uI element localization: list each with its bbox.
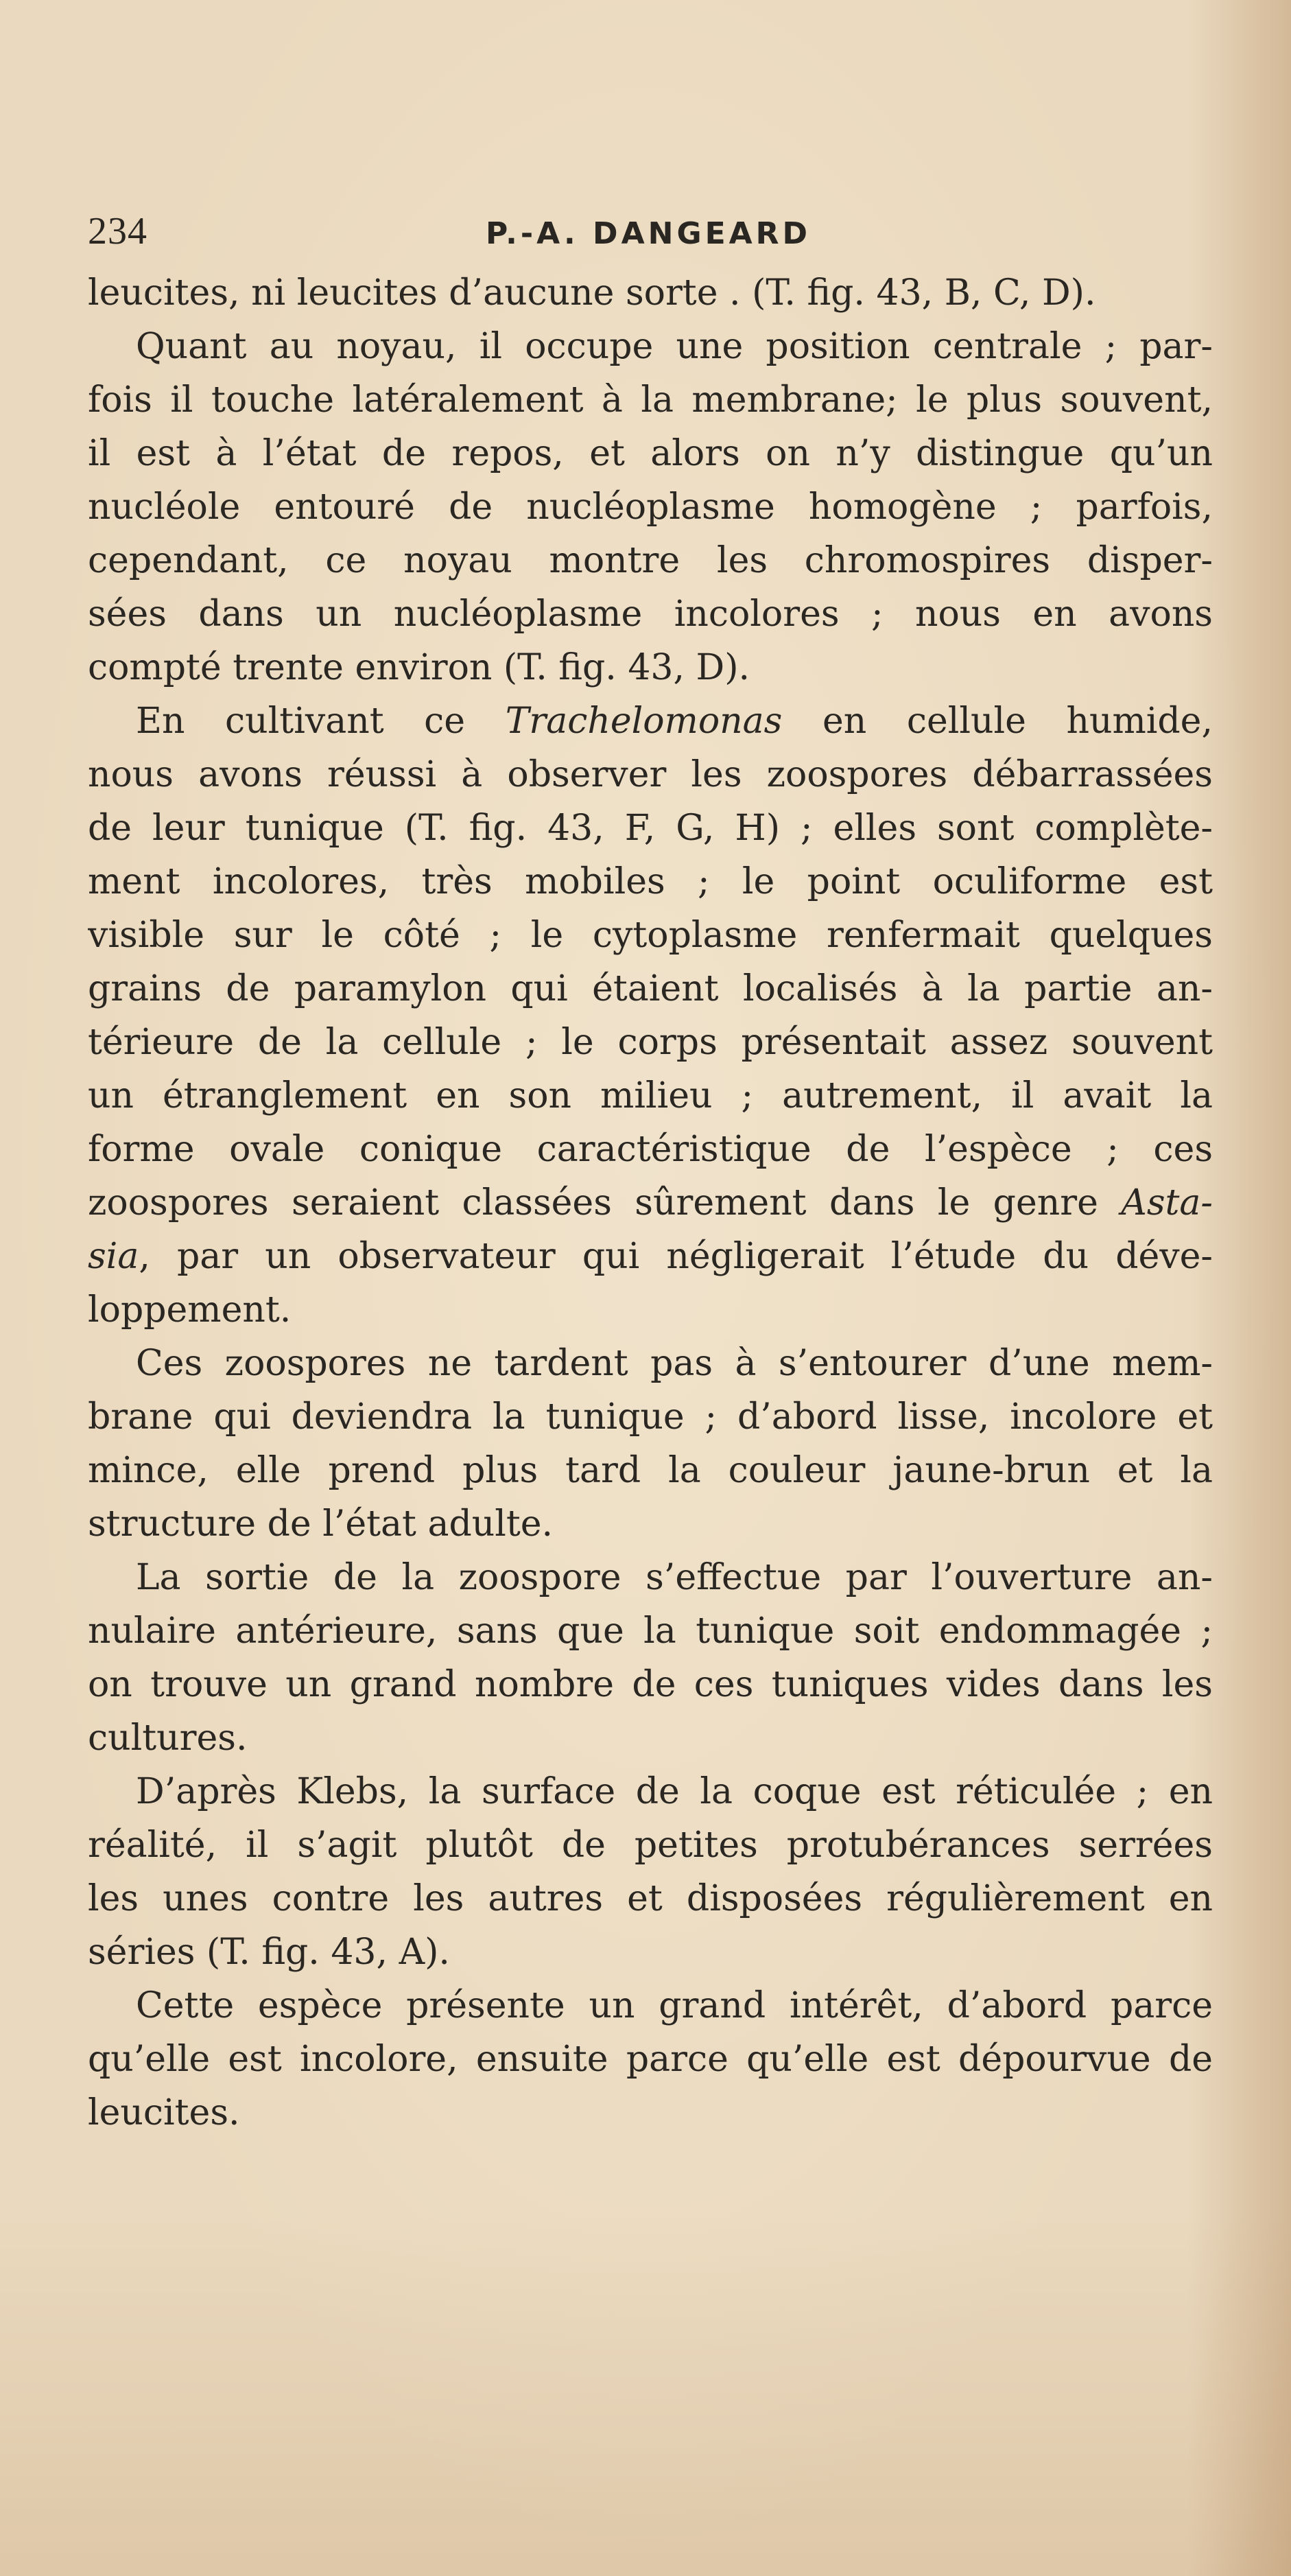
- text-line: [88, 1123, 1213, 1176]
- text-line-content: cependant, ce noyau montre les chromospires disper-: [88, 540, 1213, 581]
- text-line: [88, 641, 1213, 694]
- text-line-content: Ces zoospores ne tardent pas à s’entourer d’une mem-: [136, 1343, 1213, 1384]
- text-line: [88, 534, 1213, 587]
- text-line-content: cultures.: [88, 1718, 248, 1759]
- page-number: 234: [88, 210, 147, 253]
- text-line: [88, 748, 1213, 801]
- text-line: [88, 909, 1213, 962]
- text-line: [88, 1069, 1213, 1123]
- text-line: [88, 1230, 1213, 1283]
- text-line-content: nucléole entouré de nucléoplasme homogène ; parfois,: [88, 487, 1213, 528]
- text-line-content: réalité, il s’agit plutôt de petites protubérances serrées: [88, 1825, 1213, 1866]
- text-line-content: forme ovale conique caractéristique de l’espèce ; ces: [88, 1129, 1213, 1170]
- text-line: [88, 1283, 1213, 1337]
- text-line-content: il est à l’état de repos, et alors on n’y distingue qu’un: [88, 433, 1213, 474]
- text-line: [88, 1551, 1213, 1604]
- text-line-content: structure de l’état adulte.: [88, 1503, 554, 1545]
- text-line: [88, 1818, 1213, 1872]
- text-line: [88, 1658, 1213, 1711]
- text-line-content: térieure de la cellule ; le corps présentait assez souvent: [88, 1022, 1213, 1063]
- text-line-post: , par un observateur qui négligerait l’étude du déve-: [139, 1236, 1213, 1277]
- text-line: [88, 1444, 1213, 1497]
- text-line-content: on trouve un grand nombre de ces tuniques vides dans les: [88, 1664, 1213, 1705]
- text-line-content: nulaire antérieure, sans que la tunique soit endommagée ;: [88, 1611, 1213, 1652]
- text-line-content: Cette espèce présente un grand intérêt, d’abord parce: [136, 1985, 1213, 2026]
- text-line: [88, 1711, 1213, 1765]
- text-line: [88, 2033, 1213, 2086]
- body-text: [88, 266, 1213, 2140]
- text-line: [88, 1872, 1213, 1925]
- text-line: [88, 962, 1213, 1016]
- text-line: [88, 1497, 1213, 1551]
- text-line: [88, 1176, 1213, 1230]
- text-line-content: nous avons réussi à observer les zoospores débarrassées: [88, 754, 1213, 795]
- text-line-post: en cellule humide,: [782, 701, 1213, 742]
- text-line-content: leucites, ni leucites d’aucune sorte . (T. fig. 43, B, C, D).: [88, 272, 1096, 314]
- text-line-content: loppement.: [88, 1289, 292, 1331]
- text-line: [88, 1925, 1213, 1979]
- text-line-content: La sortie de la zoospore s’effectue par l’ouverture an-: [136, 1557, 1213, 1598]
- text-line-content: Quant au noyau, il occupe une position centrale ; par-: [136, 326, 1213, 367]
- text-line: [88, 266, 1213, 320]
- text-line: [88, 1337, 1213, 1390]
- text-line-content: leucites.: [88, 2092, 240, 2133]
- running-head-author: P.-A. DANGEARD: [486, 216, 812, 251]
- text-line-content: un étranglement en son milieu ; autrement, il avait la: [88, 1075, 1213, 1116]
- text-line-content: de leur tunique (T. fig. 43, F, G, H) ; elles sont complète-: [88, 808, 1213, 849]
- text-line-content: qu’elle est incolore, ensuite parce qu’elle est dépourvue de: [88, 2039, 1213, 2080]
- text-line-content: D’après Klebs, la surface de la coque est réticulée ; en: [136, 1771, 1213, 1812]
- text-line-content: sées dans un nucléoplasme incolores ; nous en avons: [88, 594, 1213, 635]
- text-line-content: mince, elle prend plus tard la couleur jaune-brun et la: [88, 1450, 1213, 1491]
- text-line: [88, 480, 1213, 534]
- text-line-content: fois il touche latéralement à la membrane; le plus souvent,: [88, 379, 1213, 421]
- italic-term: sia: [88, 1236, 139, 1277]
- text-line: [88, 2086, 1213, 2140]
- text-line-content: grains de paramylon qui étaient localisés à la partie an-: [88, 968, 1213, 1009]
- text-line: [88, 801, 1213, 855]
- text-line-pre: En cultivant ce: [136, 701, 506, 742]
- text-line: [88, 373, 1213, 427]
- text-line: [88, 1016, 1213, 1069]
- text-line: [88, 427, 1213, 480]
- text-line: [88, 855, 1213, 909]
- text-line-content: visible sur le côté ; le cytoplasme renfermait quelques: [88, 915, 1213, 956]
- text-line: [88, 1604, 1213, 1658]
- text-line-content: ment incolores, très mobiles ; le point oculiforme est: [88, 861, 1213, 902]
- italic-term: Trachelomonas: [505, 701, 783, 742]
- text-line: [88, 320, 1213, 373]
- running-head: [88, 209, 1213, 264]
- text-line-content: les unes contre les autres et disposées régulièrement en: [88, 1878, 1213, 1919]
- text-line-content: séries (T. fig. 43, A).: [88, 1932, 450, 1973]
- text-line: [88, 587, 1213, 641]
- text-line-content: brane qui deviendra la tunique ; d’abord lisse, incolore et: [88, 1396, 1213, 1438]
- text-line: [88, 1979, 1213, 2033]
- text-line-pre: zoospores seraient classées sûrement dans le genre: [88, 1182, 1122, 1223]
- text-line: [88, 694, 1213, 748]
- text-line: [88, 1765, 1213, 1818]
- text-line: [88, 1390, 1213, 1444]
- italic-term: Asta-: [1121, 1182, 1213, 1223]
- text-line-content: compté trente environ (T. fig. 43, D).: [88, 647, 750, 688]
